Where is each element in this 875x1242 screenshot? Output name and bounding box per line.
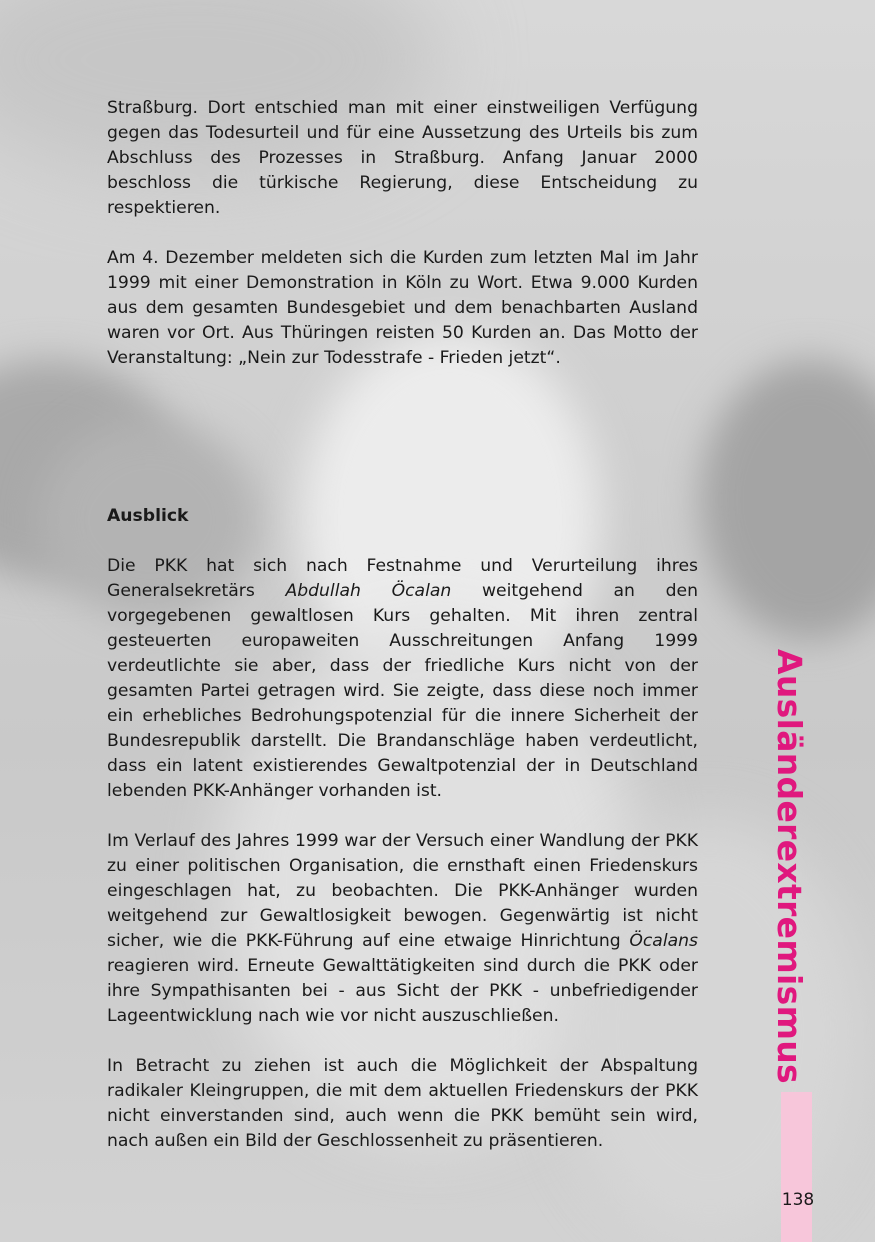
paragraph: In Betracht zu ziehen ist auch die Möglichkeit der Abspaltung radikaler Kleingruppen, die mit dem aktuellen Friedenskurs der PKK nicht einverstanden sind, auch wenn die PKK bemüht sein wird, nach außen ein Bild der Geschlossenheit zu präsentieren. (107, 1056, 698, 1151)
page-number: 138 (781, 1190, 815, 1210)
chapter-title-text: Ausländerextremismus (769, 648, 809, 1084)
paragraph: Im Verlauf des Jahres 1999 war der Versuch einer Wandlung der PKK zu einer politischen Organisation, die ernsthaft einen Friedenskurs eingeschlagen hat, zu beobachten. Die PKK-Anhänger wurden weitgehend zur Gewaltlosigkeit bewogen. Gegenwärtig ist nicht sicher, wie die PKK-Führung auf eine etwaige Hinrichtung Öcalans reagieren wird. Erneute Gewalttätigkeiten sind durch die PKK oder ihre Sympathisanten bei - aus Sicht der PKK - unbefriedigender Lageentwicklung nach wie vor nicht auszuschließen. (107, 831, 698, 1026)
person-name: Abdullah Öcalan (285, 581, 452, 601)
paragraph: Straßburg. Dort entschied man mit einer einstweiligen Verfügung gegen das Todesurteil und für eine Aussetzung des Urteils bis zum Abschluss des Prozesses in Straßburg. Anfang Januar 2000 beschloss die türkische Regierung, diese Entscheidung zu respektieren. (107, 98, 698, 218)
section-heading: Ausblick (107, 506, 189, 526)
paragraph: Die PKK hat sich nach Festnahme und Verurteilung ihres Generalsekretärs Abdullah Öcalan weitgehend an den vorgegebenen gewaltlosen Kurs gehalten. Mit ihren zentral gesteuerten europaweiten Ausschreitungen Anfang 1999 verdeutlichte sie aber, dass der friedliche Kurs nicht von der gesamten Partei getragen wird. Sie zeigte, dass diese noch immer ein erhebliches Bedrohungspotenzial für die innere Sicherheit der Bundesrepublik darstellt. Die Brandanschläge haben verdeutlicht, dass ein latent existierendes Gewaltpotenzial der in Deutschland lebenden PKK-Anhänger vorhanden ist. (107, 556, 698, 801)
page-body (107, 96, 698, 1154)
paragraph: Am 4. Dezember meldeten sich die Kurden zum letzten Mal im Jahr 1999 mit einer Demonstration in Köln zu Wort. Etwa 9.000 Kurden aus dem gesamten Bundesgebiet und dem benachbarten Ausland waren vor Ort. Aus Thüringen reisten 50 Kurden an. Das Motto der Veranstaltung: „Nein zur Todesstrafe - Frieden jetzt“. (107, 248, 698, 368)
photo-figure-right (700, 360, 875, 640)
chapter-tab (781, 1092, 812, 1242)
chapter-side-title (753, 648, 825, 1084)
person-name: Öcalans (629, 931, 698, 951)
